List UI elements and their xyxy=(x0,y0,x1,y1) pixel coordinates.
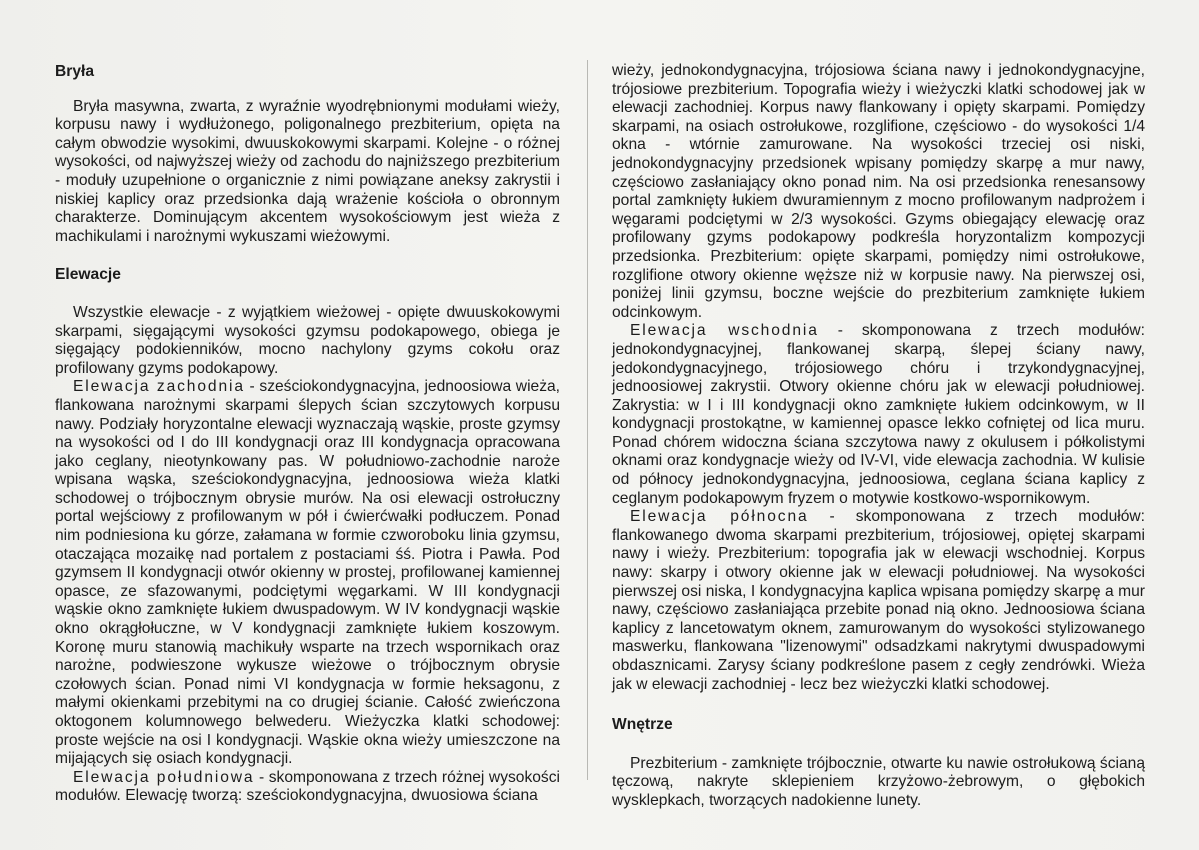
subheading-elewacja-poludniowa: Elewacja południowa xyxy=(73,768,255,786)
column-divider xyxy=(587,60,588,780)
paragraph-poludniowa-continued: wieży, jednokondygnacyjna, trójosiowa ściana nawy i jednokondygnacyjne, trójosiowe prezbiterium. Topografia wieży i wieżyczki klatki schodowej jak w elewacji zachodniej. Korpus nawy flankowany i opięty skarpami. Pomiędzy skarpami, na osiach ostrołukowe, rozglifione, częściowo - do wysokości 1/4 okna - wtórnie zamurowane. Na wysokości trzeciej osi niski, jednokondygnacyjny przedsionek wpisany pomiędzy skarpę a mur nawy, częściowo zasłaniający okno ponad nim. Na osi przedsionka renesansowy portal zamknięty łukiem dwuramiennym z mocno profilowanym nadprożem i węgarami podciętymi w 2/3 wysokości. Gzyms obiegający elewację oraz profilowany gzyms podokapowy podkreśla horyzontalizm kompozycji przedsionka. Prezbiterium: opięte skarpami, pomiędzy nimi ostrołukowe, rozglifione otwory okienne węższe niż w korpusie nawy. Na pierwszej osi, poniżej linii gzymsu, boczne wejście do prezbiterium zamknięte łukiem odcinkowym. xyxy=(612,62,1145,321)
subheading-elewacja-wschodnia: Elewacja wschodnia xyxy=(630,322,819,340)
text-elewacja-wschodnia: - skomponowana z trzech modułów: jednokondygnacyjnej, flankowanej skarpą, ślepej ściany nawy, jedokondygnacyjnego, trójosiowego chóru i trzykondygnacyjnej, jednoosiowej zakrystii. Otwory okienne chóru jak w elewacji południowej. Zakrystia: w I i III kondygnacji okno zamknięte łukiem odcinkowym, w II kondygnacji prostokątne, w kamiennej opasce lekko cofniętej od lica muru. Ponad chórem widoczna ściana szczytowa nawy z okulusem i półkolistymi oknami oraz kondygnacje wieży od IV-VI, vide elewacja zachodnia. W kulisie od północy jednokondygnacyjna, jednoosiowa, ceglana ściana kaplicy z ceglanym podokapowym fryzem o motywie kostkowo-wspornikowym. xyxy=(612,322,1145,507)
section-heading-elewacje: Elewacje xyxy=(55,266,121,284)
section-heading-bryla: Bryła xyxy=(55,63,95,80)
paragraph-wnetrze: Prezbiterium - zamknięte trójbocznie, otwarte ku nawie ostrołukową ścianą tęczową, nakryte sklepieniem krzyżowo-żebrowym, o głębokich wysklepkach, tworzących nadokienne lunety. xyxy=(612,754,1145,809)
text-elewacja-poludniowa: - skomponowana z trzech różnej wysokości modułów. Elewację tworzą: sześciokondygnacyjna, dwuosiowa ściana xyxy=(55,768,560,805)
paragraph-elewacja-polnocna xyxy=(612,508,1145,694)
left-column xyxy=(55,0,560,806)
text-elewacja-polnocna: - skomponowana z trzech modułów: flankowanego dwoma skarpami prezbiterium, trójosiowej, opiętej skarpami nawy i wieży. Prezbiterium: topografia jak w elewacji wschodniej. Korpus nawy: skarpy i otwory okienne jak w elewacji południowej. Na wysokości pierwszej osi niska, I kondygnacyjna kaplica wpisana pomiędzy skarpę a mur nawy, częściowo zasłaniająca przebite ponad nią okno. Jednoosiowa ściana kaplicy z lancetowatym oknem, zamurowanym do wysokości stylizowanego maswerku, flankowana "lizenowymi" odsadzkami nakrytymi dwuspadowymi obdasznicami. Zarysy ściany podkreślone pasem z cegły zendrówki. Wieża jak w elewacji zachodniej - lecz bez wieżyczki klatki schodowej. xyxy=(612,508,1145,693)
right-column xyxy=(612,0,1145,811)
paragraph-elewacje-intro: Wszystkie elewacje - z wyjątkiem wieżowej - opięte dwuuskokowymi skarpami, sięgającymi wysokości gzymsu podokapowego, obiega je sięgający podokienników, mocno nachylony gzyms cokołu oraz profilowany gzyms podokapowy. xyxy=(55,303,560,377)
paragraph-elewacja-poludniowa xyxy=(55,769,560,806)
subheading-elewacja-polnocna: Elewacja północna xyxy=(630,508,809,526)
subheading-elewacja-zachodnia: Elewacja zachodnia xyxy=(73,378,245,396)
paragraph-elewacja-zachodnia xyxy=(55,378,560,768)
paragraph-elewacja-wschodnia xyxy=(612,322,1145,508)
section-heading-wnetrze: Wnętrze xyxy=(612,716,673,734)
paragraph-bryla: Bryła masywna, zwarta, z wyraźnie wyodrębnionymi modułami wieży, korpusu nawy i wydłużonego, poligonalnego prezbiterium, opięta na całym obwodzie wysokimi, dwuuskokowymi skarpami. Kolejne - o różnej wysokości, od najwyższej wieży od zachodu do najniższego prezbiterium - moduły uzupełnione o organicznie z nimi powiązane aneksy zakrystii i niskiej kaplicy oraz przedsionka dają wrażenie kościoła o obronnym charakterze. Dominującym akcentem wysokościowym jest wieża z machikulami i narożnymi wykuszami wieżowymi. xyxy=(55,97,560,245)
text-elewacja-zachodnia: - sześciokondygnacyjna, jednoosiowa wieża, flankowana narożnymi skarpami ślepych ścian szczytowych korpusu nawy. Podziały horyzontalne elewacji wyznaczają wąskie, proste gzymsy na wysokości od I do III kondygnacji oraz III kondygnacja opracowana jako ceglany, nieotynkowany pas. W południowo-zachodnie naroże wpisana wąska, sześciokondygnacyjna, jednoosiowa wieża klatki schodowej o trójbocznym obrysie murów. Na osi elewacji ostrołuczny portal wejściowy z profilowanym w pół i ćwierćwałki podłuczem. Ponad nim podniesiona ku górze, załamana w formie czworoboku linia gzymsu, otaczająca mozaikę nad portalem z postaciami śś. Piotra i Pawła. Pod gzymsem II kondygnacji otwór okienny w prostej, profilowanej kamiennej opasce, ze sfazowanymi, podciętymi węgarkami. W III kondygnacji wąskie okno zamknięte łukiem dwuspadowym. W IV kondygnacji wąskie okno okrągłołuczne, w V kondygnacji zamknięte łukiem koszowym. Koronę muru stanowią machikuły wsparte na trzech wspornikach oraz narożne, podwieszone wykusze wieżowe o trójbocznym obrysie czołowych ścian. Ponad nimi VI kondygnacja w formie heksagonu, z małymi okienkami przebitymi na co drugiej ścianie. Całość zwieńczona oktogonem kolumnowego belwederu. Wieżyczka klatki schodowej: proste wejście na osi I kondygnacji. Wąskie okna wieży umieszczone na mijających się osiach kondygnacji. xyxy=(55,378,561,768)
